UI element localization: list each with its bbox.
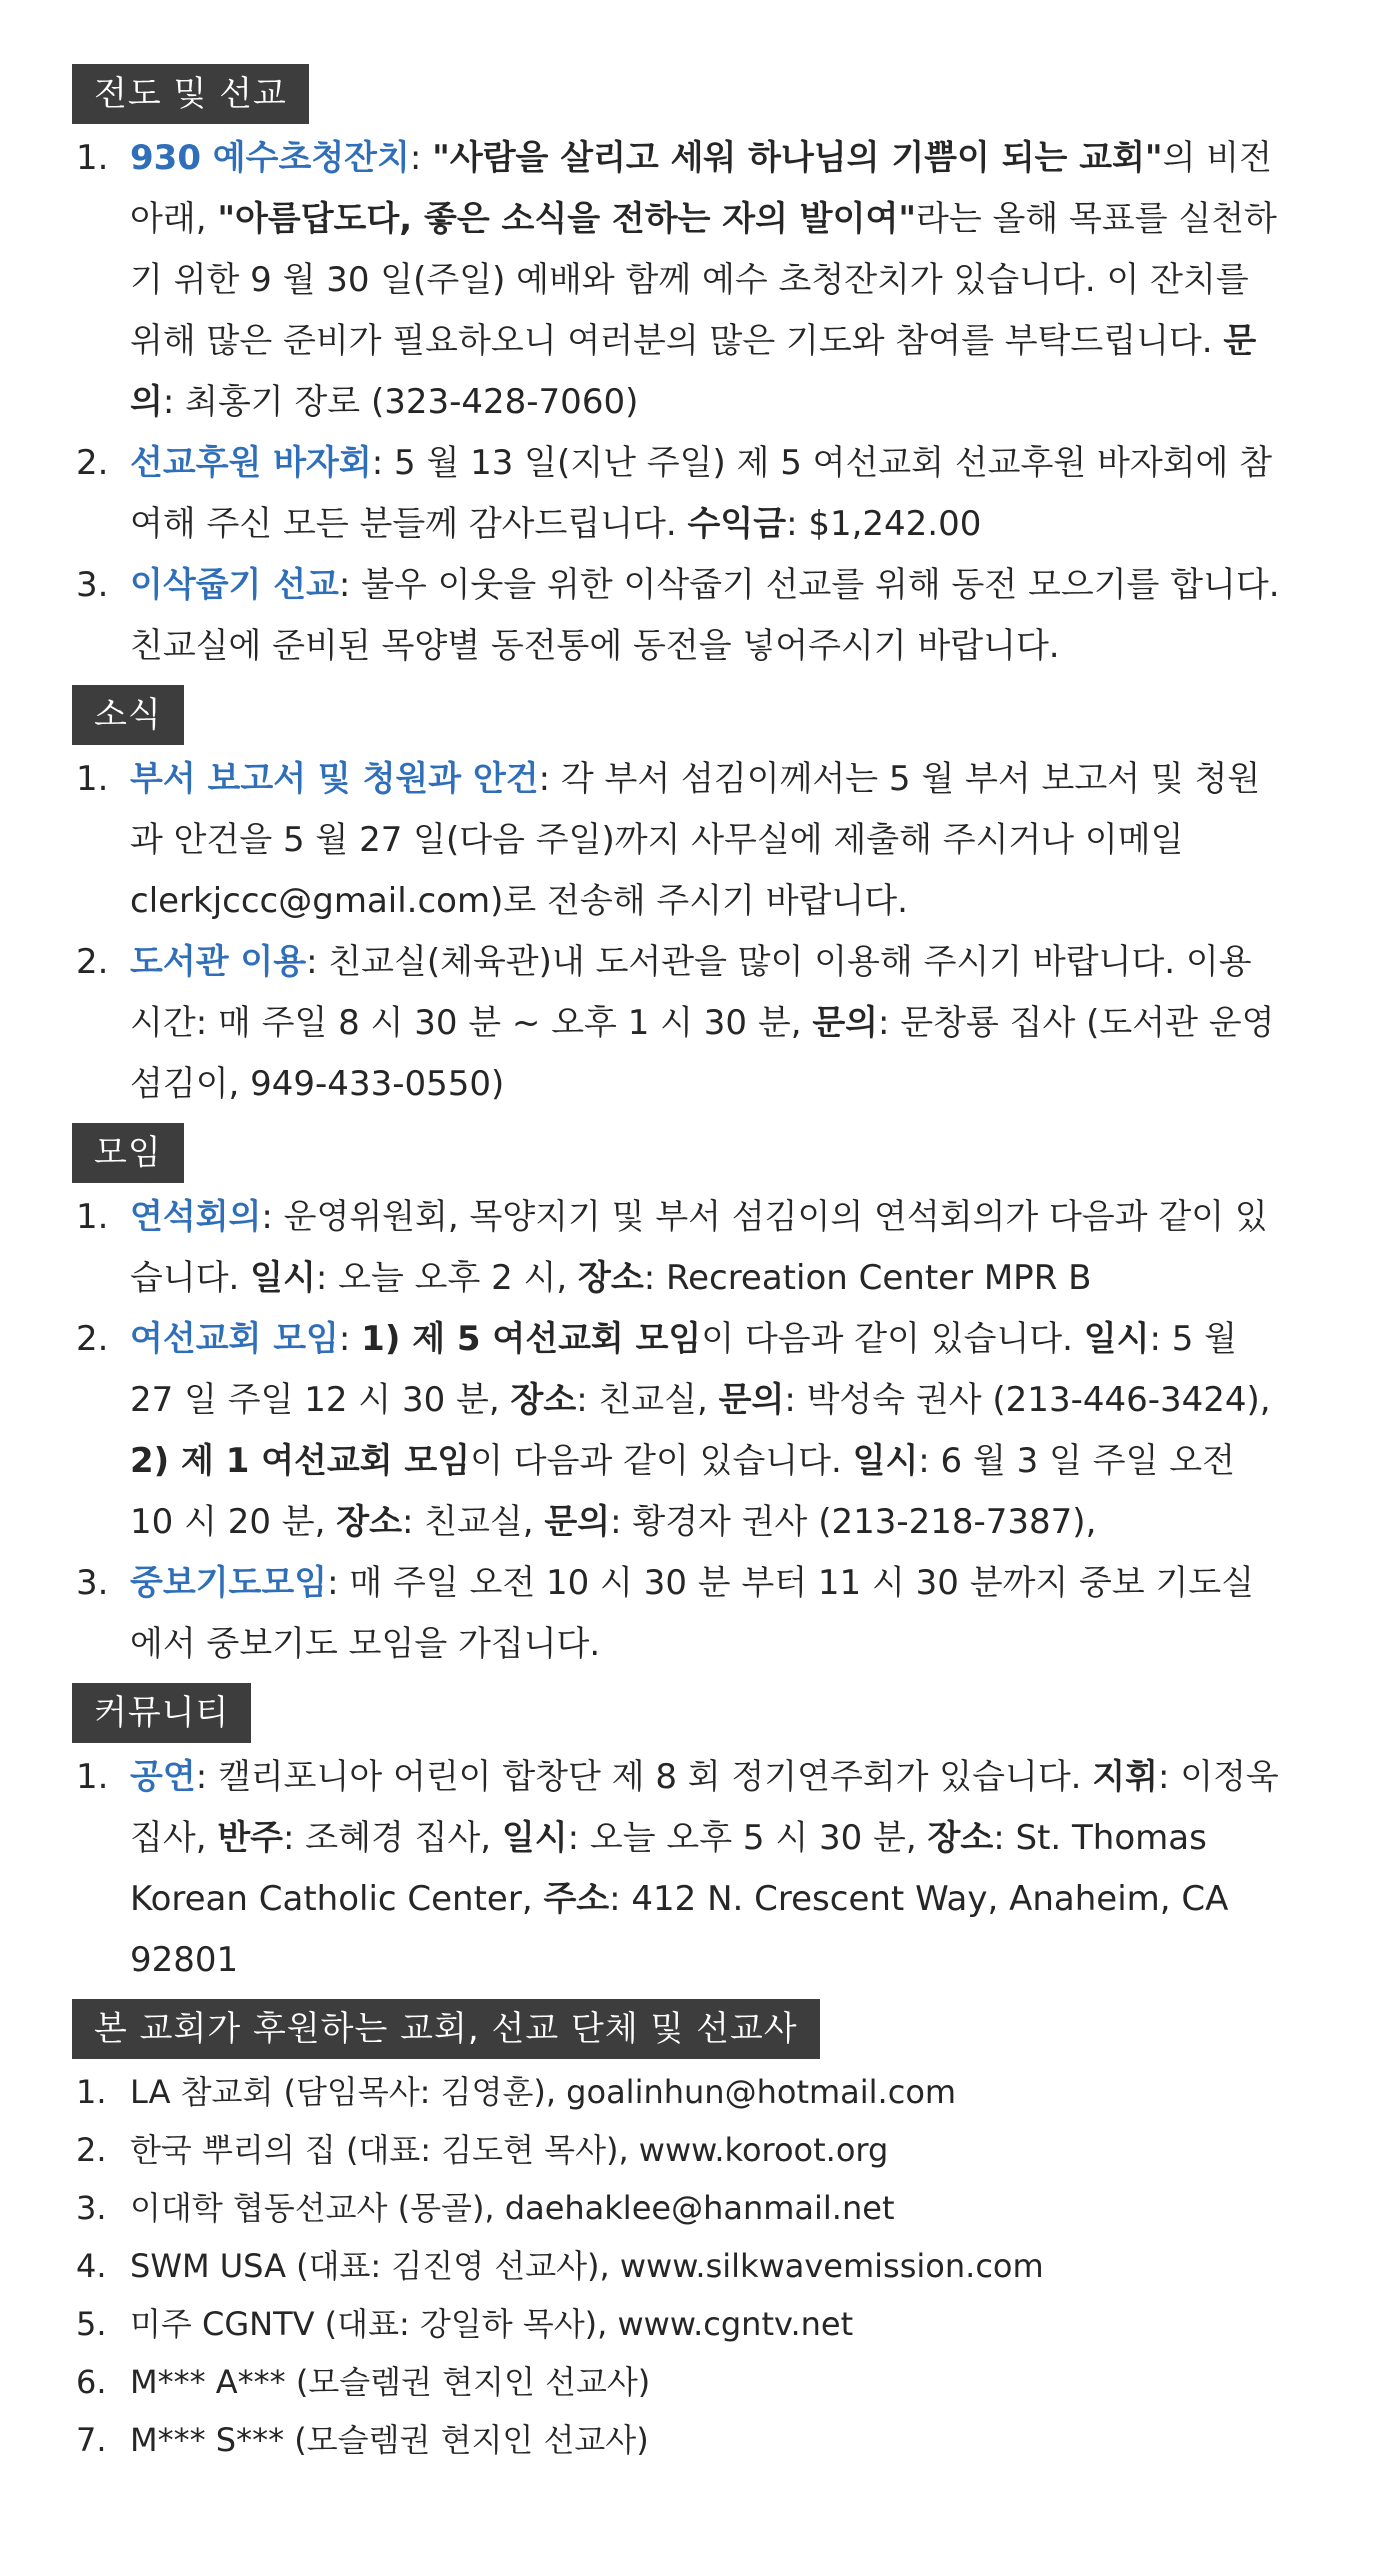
- item-text: : 5 월 27 일 주일 12 시 30 분,: [130, 1319, 1238, 1420]
- section-supported-missions: [72, 1999, 1282, 2469]
- item-text: : $1,242.00: [786, 504, 982, 544]
- item-number: 4.: [76, 2247, 107, 2285]
- bold-label: 2) 제 1 여선교회 모임: [130, 1441, 471, 1481]
- item-text: : 이정욱 집사,: [130, 1757, 1279, 1858]
- list-item: [72, 555, 1282, 677]
- bold-label: 문의: [130, 321, 1257, 422]
- bold-label: 일시: [250, 1258, 316, 1298]
- item-text: 한국 뿌리의 집 (대표: 김도현 목사), www.koroot.org: [130, 2131, 889, 2169]
- bold-label: 문의: [718, 1380, 785, 1420]
- item-list: [72, 2063, 1282, 2469]
- item-text: : 캘리포니아 어린이 합창단 제 8 회 정기연주회가 있습니다.: [195, 1757, 1093, 1797]
- item-text: 라는 올해 목표를 실천하기 위한 9 월 30 일(주일) 예배와 함께 예수 초청잔치가 있습니다. 이 잔치를 위해 많은 준비가 필요하오니 여러분의 많은 기도와 참여를 부탁드립니다.: [130, 199, 1277, 361]
- bold-label: "사람을 살리고 세워 하나님의 기쁨이 되는 교회": [432, 138, 1163, 178]
- list-item: [72, 2295, 1282, 2353]
- bold-label: 지휘: [1092, 1757, 1158, 1797]
- item-topic: 930 예수초청잔치: [130, 138, 410, 178]
- item-list: [72, 128, 1282, 677]
- section-header: 본 교회가 후원하는 교회, 선교 단체 및 선교사: [72, 1999, 820, 2059]
- section-evangelism-missions: [72, 64, 1282, 677]
- list-item: [72, 1187, 1282, 1309]
- item-text: : 최홍기 장로 (323-428-7060): [162, 382, 639, 422]
- item-text: 미주 CGNTV (대표: 강일하 목사), www.cgntv.net: [130, 2305, 854, 2343]
- bold-label: 일시: [501, 1818, 568, 1858]
- item-text: : 매 주일 오전 10 시 30 분 부터 11 시 30 분까지 중보 기도실에서 중보기도 모임을 가집니다.: [130, 1563, 1255, 1664]
- list-item: [72, 2353, 1282, 2411]
- section-header: 모임: [72, 1123, 184, 1183]
- bold-label: 장소: [510, 1380, 577, 1420]
- item-number: 3.: [76, 2189, 107, 2227]
- list-item: [72, 1309, 1282, 1553]
- item-text: : 오늘 오후 5 시 30 분,: [567, 1818, 928, 1858]
- item-text: SWM USA (대표: 김진영 선교사), www.silkwavemission.com: [130, 2247, 1044, 2285]
- item-number: 2.: [76, 1319, 109, 1359]
- bold-label: 1) 제 5 여선교회 모임: [361, 1319, 702, 1359]
- item-list: [72, 1187, 1282, 1675]
- item-text: : 문창룡 집사 (도서관 운영 섬김이, 949-433-0550): [130, 1003, 1275, 1104]
- item-text: : 친교실(체육관)내 도서관을 많이 이용해 주시기 바랍니다. 이용시간: 매 주일 8 시 30 분 ~ 오후 1 시 30 분,: [130, 942, 1252, 1043]
- item-number: 1.: [76, 2073, 107, 2111]
- item-text: : 친교실,: [401, 1502, 545, 1542]
- bold-label: 문의: [544, 1502, 611, 1542]
- item-text: :: [338, 1319, 362, 1359]
- item-number: 2.: [76, 2131, 107, 2169]
- item-topic: 여선교회 모임: [130, 1319, 339, 1359]
- item-text: 이대학 협동선교사 (몽골), daehaklee@hanmail.net: [130, 2189, 895, 2227]
- item-text: : 운영위원회, 목양지기 및 부서 섬김이의 연석회의가 다음과 같이 있습니다.: [130, 1197, 1268, 1298]
- item-text: 의 비전 아래,: [130, 138, 1272, 239]
- item-topic: 선교후원 바자회: [130, 443, 372, 483]
- item-topic: 연석회의: [130, 1197, 262, 1237]
- bold-label: "아름답도다, 좋은 소식을 전하는 자의 발이여": [217, 199, 917, 239]
- item-text: 이 다음과 같이 있습니다.: [470, 1441, 853, 1481]
- item-text: :: [409, 138, 433, 178]
- item-list: [72, 1747, 1282, 1991]
- item-number: 1.: [76, 138, 109, 178]
- bold-label: 문의: [812, 1003, 879, 1043]
- item-number: 7.: [76, 2421, 107, 2459]
- bold-label: 장소: [927, 1818, 994, 1858]
- bold-label: 일시: [852, 1441, 919, 1481]
- item-text: 이 다음과 같이 있습니다.: [701, 1319, 1084, 1359]
- list-item: [72, 128, 1282, 433]
- section-meetings: [72, 1123, 1282, 1675]
- list-item: [72, 749, 1282, 932]
- item-topic: 도서관 이용: [130, 942, 307, 982]
- bold-label: 장소: [336, 1502, 402, 1542]
- item-text: : 친교실,: [576, 1380, 719, 1420]
- list-item: [72, 433, 1282, 555]
- bold-label: 반주: [217, 1818, 284, 1858]
- item-number: 3.: [76, 1563, 109, 1603]
- item-number: 1.: [76, 759, 109, 799]
- item-text: : 불우 이웃을 위한 이삭줍기 선교를 위해 동전 모으기를 합니다. 친교실에 준비된 목양별 동전통에 동전을 넣어주시기 바랍니다.: [130, 565, 1280, 666]
- item-text: LA 참교회 (담임목사: 김영훈), goalinhun@hotmail.com: [130, 2073, 957, 2111]
- bulletin-page: [72, 64, 1282, 2477]
- item-topic: 중보기도모임: [130, 1563, 328, 1603]
- item-list: [72, 749, 1282, 1115]
- item-text: : 오늘 오후 2 시,: [315, 1258, 579, 1298]
- item-text: : 조혜경 집사,: [283, 1818, 502, 1858]
- list-item: [72, 2411, 1282, 2469]
- item-number: 1.: [76, 1197, 109, 1237]
- item-text: M*** A*** (모슬렘권 현지인 선교사): [130, 2363, 651, 2401]
- item-text: : St. Thomas Korean Catholic Center,: [130, 1818, 1207, 1919]
- bold-label: 장소: [578, 1258, 644, 1298]
- item-text: : 황경자 권사 (213-218-7387),: [610, 1502, 1097, 1542]
- section-header: 소식: [72, 685, 184, 745]
- item-number: 6.: [76, 2363, 107, 2401]
- item-number: 2.: [76, 443, 109, 483]
- list-item: [72, 932, 1282, 1115]
- list-item: [72, 2179, 1282, 2237]
- item-topic: 공연: [130, 1757, 196, 1797]
- item-number: 5.: [76, 2305, 107, 2343]
- bold-label: 일시: [1083, 1319, 1150, 1359]
- section-header: 전도 및 선교: [72, 64, 309, 124]
- item-text: : 6 월 3 일 주일 오전 10 시 20 분,: [130, 1441, 1235, 1542]
- item-number: 3.: [76, 565, 109, 605]
- item-topic: 이삭줍기 선교: [130, 565, 339, 605]
- bold-label: 주소: [543, 1879, 610, 1919]
- item-topic: 부서 보고서 및 청원과 안건: [130, 759, 539, 799]
- list-item: [72, 2237, 1282, 2295]
- item-text: : 각 부서 섬김이께서는 5 월 부서 보고서 및 청원과 안건을 5 월 27 일(다음 주일)까지 사무실에 제출해 주시거나 이메일 clerkjccc@gmail.com)로 전송해 주시기 바랍니다.: [130, 759, 1261, 921]
- list-item: [72, 2121, 1282, 2179]
- list-item: [72, 2063, 1282, 2121]
- list-item: [72, 1553, 1282, 1675]
- section-news: [72, 685, 1282, 1115]
- item-text: : 5 월 13 일(지난 주일) 제 5 여선교회 선교후원 바자회에 참여해 주신 모든 분들께 감사드립니다.: [130, 443, 1273, 544]
- section-community: [72, 1683, 1282, 1991]
- item-number: 1.: [76, 1757, 109, 1797]
- list-item: [72, 1747, 1282, 1991]
- item-number: 2.: [76, 942, 109, 982]
- item-text: : Recreation Center MPR B: [643, 1258, 1092, 1298]
- section-header: 커뮤니티: [72, 1683, 251, 1743]
- item-text: M*** S*** (모슬렘권 현지인 선교사): [130, 2421, 649, 2459]
- item-text: : 412 N. Crescent Way, Anaheim, CA 92801: [130, 1879, 1229, 1980]
- bold-label: 수익금: [687, 504, 787, 544]
- item-text: : 박성숙 권사 (213-446-3424),: [784, 1380, 1271, 1420]
